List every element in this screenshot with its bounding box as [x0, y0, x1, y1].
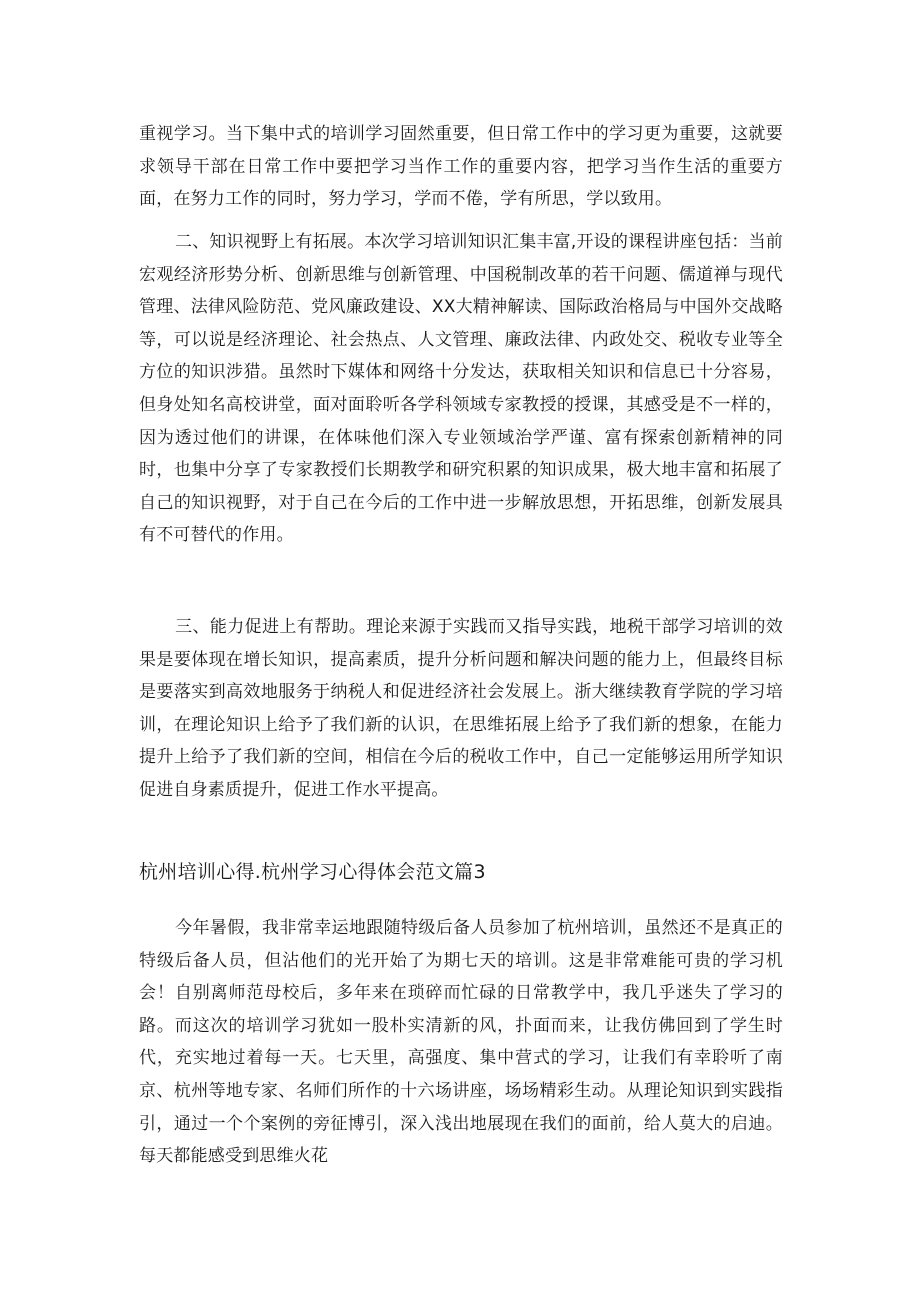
paragraph-continued-study: 重视学习。当下集中式的培训学习固然重要，但日常工作中的学习更为重要，这就要求领导干部在日常工作中要把学习当作工作的重要内容，把学习当作生活的重要方面，在努力工作的同时，努力学习，学而不倦，学有所思，学以致用。	[139, 124, 783, 210]
paragraph-ability-improvement	[139, 611, 783, 807]
paragraph-ability-improvement-text: 三、能力促进上有帮助。理论来源于实践而又指导实践，地税干部学习培训的效果是要体现在增长知识，提高素质，提升分析问题和解决问题的能力上，但最终目标是要落实到高效地服务于纳税人和促进经济社会发展上。浙大继续教育学院的学习培训，在理论知识上给予了我们新的认识，在思维拓展上给予了我们新的想象，在能力提升上给予了我们新的空间，相信在今后的税收工作中，自己一定能够运用所学知识促进自身素质提升，促进工作水平提高。	[139, 617, 783, 800]
section-heading: 杭州培训心得.杭州学习心得体会范文篇3	[139, 861, 486, 883]
paragraph-knowledge-vision-text: 二、知识视野上有拓展。本次学习培训知识汇集丰富,开设的课程讲座包括：当前宏观经济形势分析、创新思维与创新管理、中国税制改革的若干问题、儒道禅与现代管理、法律风险防范、党风廉政建设、XX大精神解读、国际政治格局与中国外交战略等，可以说是经济理论、社会热点、人文管理、廉政法律、内政处交、税收专业等全方位的知识涉猎。虽然时下媒体和网络十分发达，获取相关知识和信息已十分容易，但身处知名高校讲堂，面对面聆听各学科领域专家教授的授课，其感受是不一样的，因为透过他们的讲课，在体味他们深入专业领域治学严谨、富有探索创新精神的同时，也集中分享了专家教授们长期教学和研究积累的知识成果，极大地丰富和拓展了自己的知识视野，对于自己在今后的工作中进一步解放思想，开拓思维，创新发展具有不可替代的作用。	[139, 232, 783, 546]
paragraph-summer-training	[139, 912, 783, 1173]
paragraph-knowledge-vision	[139, 226, 783, 552]
paragraph-summer-training-text: 今年暑假，我非常幸运地跟随特级后备人员参加了杭州培训，虽然还不是真正的特级后备人员，但沾他们的光开始了为期七天的培训。这是非常难能可贵的学习机会！自别离师范母校后，多年来在琐碎而忙碌的日常教学中，我几乎迷失了学习的路。而这次的培训学习犹如一股朴实清新的风，扑面而来，让我仿佛回到了学生时代，充实地过着每一天。七天里，高强度、集中营式的学习，让我们有幸聆听了南京、杭州等地专家、名师们所作的十六场讲座，场场精彩生动。从理论知识到实践指引，通过一个个案例的旁征博引，深入浅出地展现在我们的面前，给人莫大的启迪。每天都能感受到思维火花	[139, 918, 783, 1167]
